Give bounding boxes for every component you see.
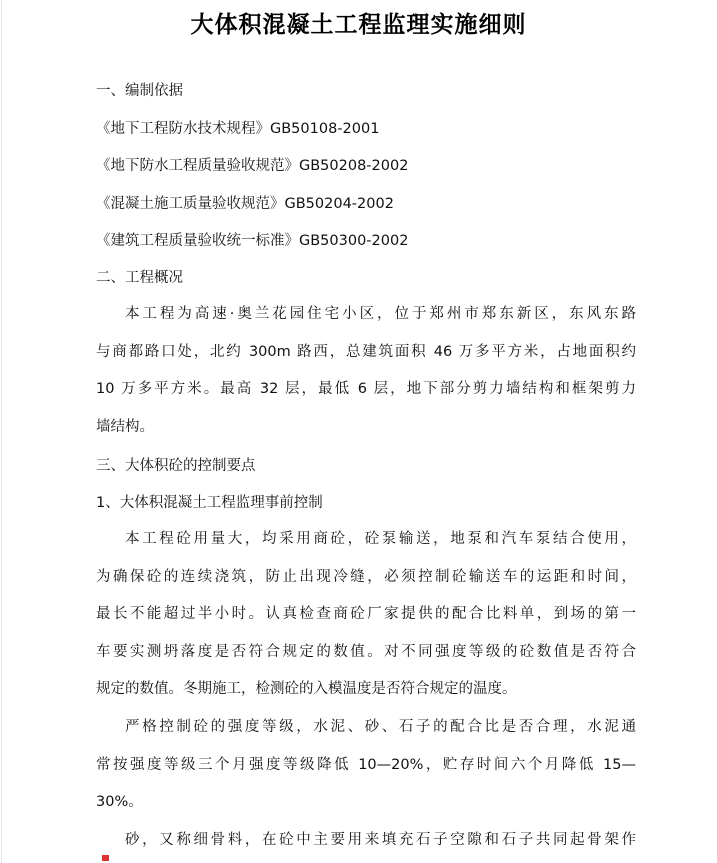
paragraph-line: 最长不能超过半小时。认真检查商砼厂家提供的配合比料单，到场的第一 xyxy=(96,606,636,622)
paragraph-line: 常按强度等级三个月强度等级降低 10—20%，贮存时间六个月降低 15— xyxy=(96,756,636,773)
subsection-heading: 1、大体积混凝土工程监理事前控制 xyxy=(96,495,323,511)
paragraph-line: 为确保砼的连续浇筑，防止出现冷缝，必须控制砼输送车的运距和时间， xyxy=(96,568,636,585)
reference-item: 《地下防水工程质量验收规范》GB50208-2002 xyxy=(96,158,409,174)
paragraph-line: 30%。 xyxy=(96,794,143,810)
reference-item: 《地下工程防水技术规程》GB50108-2001 xyxy=(96,121,380,137)
page-edge xyxy=(1,0,2,863)
paragraph-overview xyxy=(96,296,636,446)
paragraph-line: 规定的数值。冬期施工，检测砼的入模温度是否符合规定的温度。 xyxy=(96,681,517,697)
paragraph-line: 砂，又称细骨料，在砼中主要用来填充石子空隙和石子共同起骨架作 xyxy=(125,832,636,848)
paragraph-line: 与商都路口处，北约 300m 路西，总建筑面积 46 万多平方米，占地面积约 xyxy=(96,343,636,360)
paragraph-line: 10 万多平方米。最高 32 层，最低 6 层，地下部分剪力墙结构和框架剪力 xyxy=(96,381,636,397)
paragraph-concrete-supply xyxy=(96,521,636,709)
margin-marker-icon xyxy=(102,855,109,861)
reference-item: 《混凝土施工质量验收规范》GB50204-2002 xyxy=(96,196,394,212)
section-heading-basis: 一、编制依据 xyxy=(96,83,183,99)
paragraph-line: 本工程砼用量大，均采用商砼，砼泵输送，地泵和汽车泵结合使用， xyxy=(125,531,636,547)
paragraph-line: 车要实测坍落度是否符合规定的数值。对不同强度等级的砼数值是否符合 xyxy=(96,643,636,660)
section-heading-control: 三、大体积砼的控制要点 xyxy=(96,458,256,474)
paragraph-strength-control xyxy=(96,709,636,822)
section-heading-overview: 二、工程概况 xyxy=(96,270,183,286)
paragraph-line: 墙结构。 xyxy=(96,418,154,435)
document-title: 大体积混凝土工程监理实施细则 xyxy=(190,11,527,38)
paragraph-sand xyxy=(96,822,636,860)
paragraph-line: 严格控制砼的强度等级，水泥、砂、石子的配合比是否合理，水泥通 xyxy=(125,719,636,735)
reference-item: 《建筑工程质量验收统一标准》GB50300-2002 xyxy=(96,233,409,249)
paragraph-line: 本工程为高速·奥兰花园住宅小区，位于郑州市郑东新区，东风东路 xyxy=(125,306,636,322)
